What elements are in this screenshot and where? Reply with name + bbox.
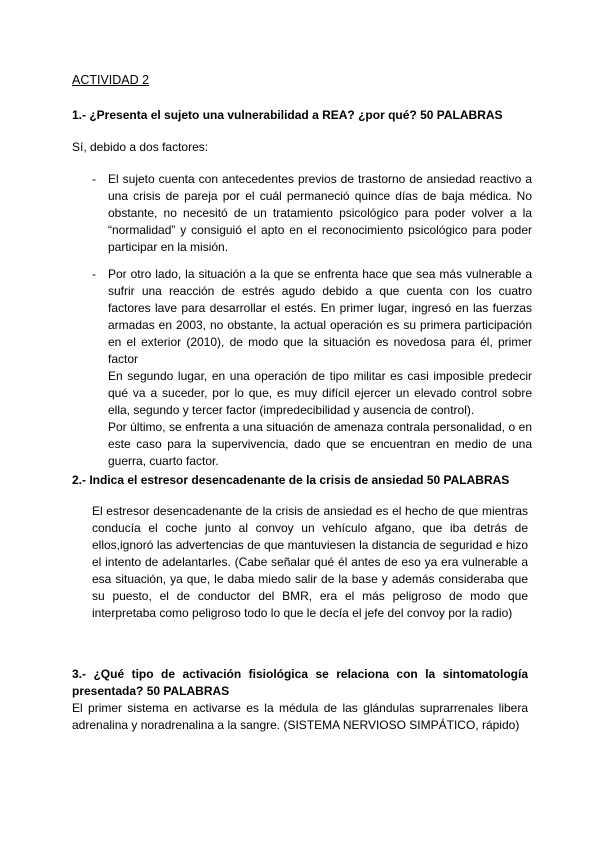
list-item <box>92 171 532 256</box>
list-item <box>92 266 532 470</box>
question-2-answer: El estresor desencadenante de la crisis de ansiedad es el hecho de que mientras conducía el coche junto al convoy un vehículo afgano, que iba detrás de ellos,ignoró las advertencias de que mantuviesen la distancia de seguridad e hizo el intento de adelantarles. (Cabe señalar qué él antes de eso ya era vulnerable a esa situación, ya que, le daba miedo salir de la base y además consideraba que su puesto, el de conductor del BMR, era el más peligroso de modo que interpretaba como peligroso todo lo que le decía el jefe del convoy por la radio) <box>92 504 528 620</box>
question-1-heading: 1.- ¿Presenta el sujeto una vulnerabilidad a REA? ¿por qué? 50 PALABRAS <box>72 108 503 122</box>
question-3-answer: El primer sistema en activarse es la médula de las glándulas suprarrenales libera adrenalina y noradrenalina a la sangre. (SISTEMA NERVIOSO SIMPÁTICO, rápido) <box>72 701 528 732</box>
bullet-2-paragraph-2: En segundo lugar, en una operación de tipo militar es casi imposible predecir qué va a suceder, por lo que, es muy difícil ejercer un elevado control sobre ella, segundo y tercer factor (impredecibilidad y ausencia de control). <box>108 369 532 417</box>
question-1-intro: Sí, debido a dos factores: <box>72 140 209 154</box>
question-2-heading: 2.- Indica el estresor desencadenante de la crisis de ansiedad 50 PALABRAS <box>72 473 510 487</box>
bullet-dash: - <box>92 172 96 186</box>
bullet-dash: - <box>92 267 96 281</box>
activity-title: ACTIVIDAD 2 <box>72 73 150 87</box>
bullet-2-paragraph-3: Por último, se enfrenta a una situación de amenaza contrala personalidad, o en este caso para la supervivencia, dado que se encuentran en medio de una guerra, cuarto factor. <box>108 420 532 468</box>
question-3-heading: 3.- ¿Qué tipo de activación fisiológica se relaciona con la sintomatología presentada? 50 PALABRAS <box>72 667 528 698</box>
bullet-2-paragraph-1: Por otro lado, la situación a la que se enfrenta hace que sea más vulnerable a sufrir una reacción de estrés agudo debido a que cuenta con los cuatro factores lave para desarrollar el estés. En primer lugar, ingresó en las fuerzas armadas en 2003, no obstante, la actual operación es su primera participación en el exterior (2010), de modo que la situación es novedosa para él, primer factor <box>108 267 532 366</box>
bullet-1-text: El sujeto cuenta con antecedentes previos de trastorno de ansiedad reactivo a una crisis de pareja por el cuál permaneció quince días de baja médica. No obstante, no necesitó de un tratamiento psicológico para poder volver a la “normalidad” y consiguió el apto en el reconocimiento psicológico para poder participar en la misión. <box>108 172 532 254</box>
